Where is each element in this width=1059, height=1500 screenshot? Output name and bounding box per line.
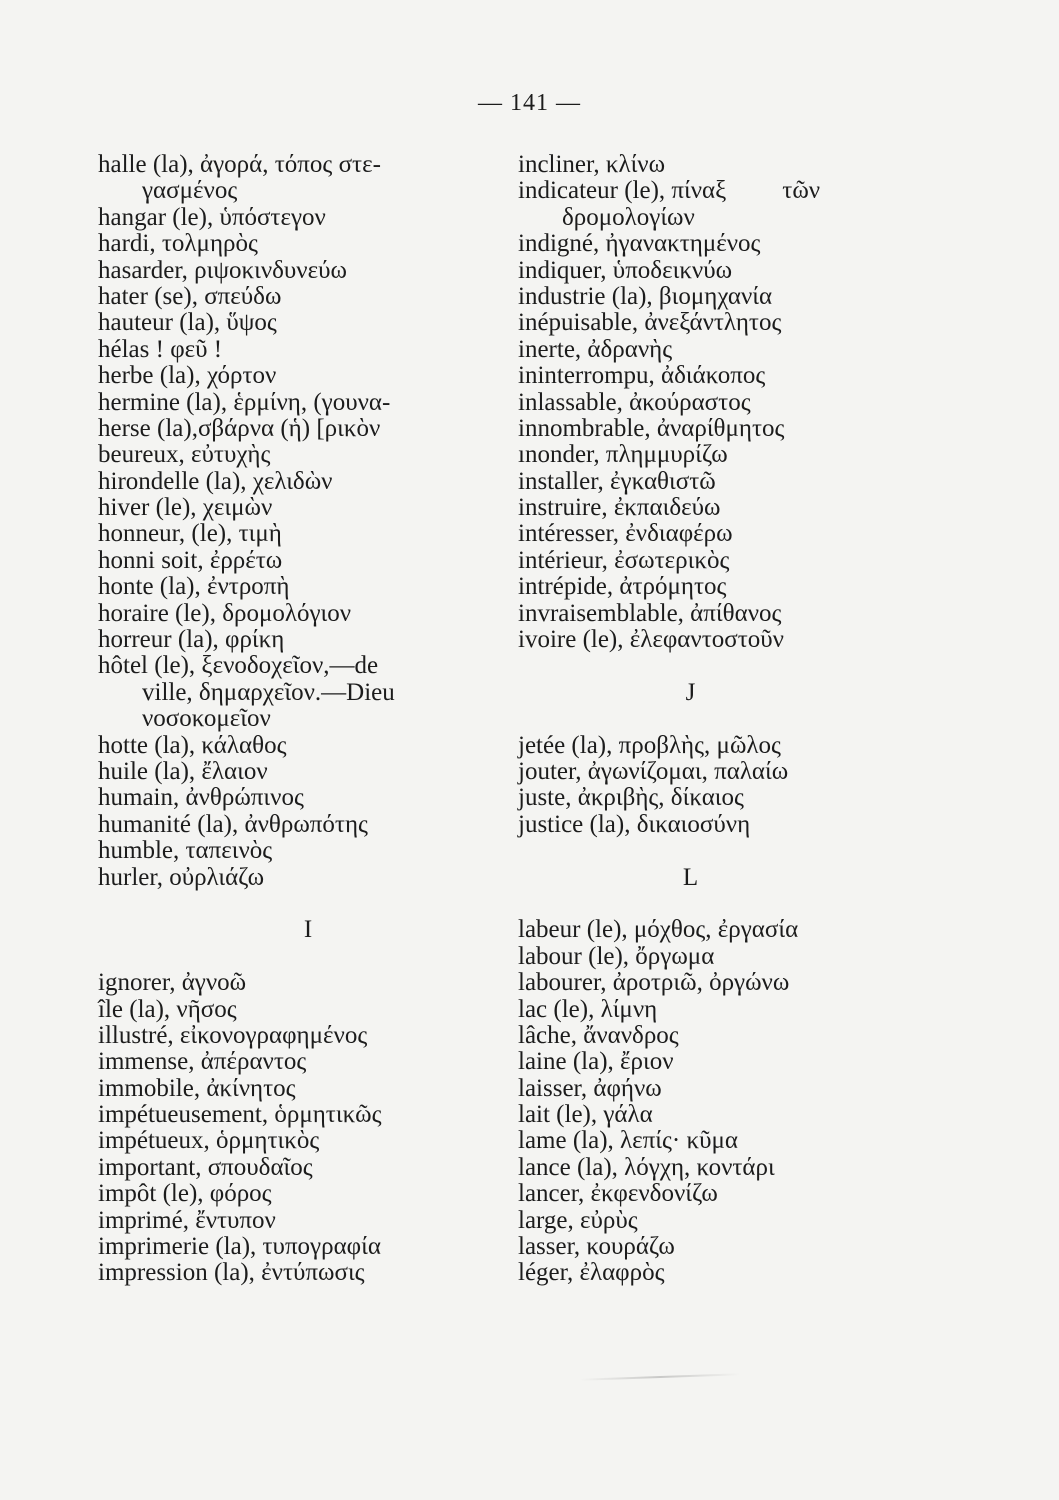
dictionary-entry: humanité (la), ἀνθρωπότης bbox=[98, 810, 368, 838]
dictionary-entry: herse (la),σβάρνα (ἡ) [ρικὸν bbox=[98, 414, 381, 442]
h-entries bbox=[98, 152, 518, 891]
dictionary-entry: honni soit, ἐρρέτω bbox=[98, 546, 283, 574]
dictionary-entry: δρομολογίων bbox=[562, 203, 695, 231]
dictionary-entry: justice (la), δικαιοσύνη bbox=[518, 810, 751, 838]
dictionary-entry: innombrable, ἀναρίθμητος bbox=[518, 414, 785, 442]
dictionary-entry: hurler, οὐρλιάζω bbox=[98, 863, 265, 891]
section-heading-j: J bbox=[685, 678, 696, 706]
spacer bbox=[518, 838, 863, 864]
dictionary-entry: humain, ἀνθρώπινος bbox=[98, 784, 304, 812]
dictionary-entry: lasser, κουράζω bbox=[518, 1233, 675, 1261]
right-column bbox=[518, 152, 863, 1287]
dictionary-entry: invraisemblable, ἀπίθανος bbox=[518, 599, 782, 627]
dictionary-entry: νοσοκομεῖον bbox=[142, 705, 271, 733]
dictionary-entry: indiquer, ὑποδεικνύω bbox=[518, 256, 733, 284]
dictionary-entry: lancer, ἐκφενδονίζω bbox=[518, 1180, 718, 1208]
dictionary-entry: humble, ταπεινὸς bbox=[98, 837, 273, 865]
dictionary-entry: labeur (le), μόχθος, ἐργασία bbox=[518, 916, 799, 944]
dictionary-entry: huile (la), ἔλαιον bbox=[98, 757, 268, 785]
dictionary-entry: installer, ἐγκαθιστῶ bbox=[518, 467, 716, 495]
dictionary-entry: lame (la), λεπίς· κῦμα bbox=[518, 1127, 738, 1155]
i-entries-right-b bbox=[518, 205, 863, 654]
dictionary-entry: hauteur (la), ὕψος bbox=[98, 309, 277, 337]
dictionary-entry: léger, ἐλαφρὸς bbox=[518, 1259, 665, 1287]
dictionary-entry: hirondelle (la), χελιδὼν bbox=[98, 467, 333, 495]
dictionary-entry: intéresser, ἐνδιαφέρω bbox=[518, 520, 733, 548]
section-heading-l: L bbox=[682, 863, 699, 891]
dictionary-entry: ville, δημαρχεῖον.—Dieu bbox=[142, 678, 395, 706]
dictionary-entry: beureux, εὐτυχὴς bbox=[98, 441, 271, 469]
dictionary-entry: hotte (la), κάλαθος bbox=[98, 731, 287, 759]
i-entries-left bbox=[98, 970, 518, 1287]
dictionary-entry: impression (la), ἐντύπωσις bbox=[98, 1259, 365, 1287]
dictionary-entry: immense, ἀπέραντος bbox=[98, 1048, 307, 1076]
dictionary-entry: imprimerie (la), τυπογραφία bbox=[98, 1233, 381, 1261]
dictionary-entry: lait (le), γάλα bbox=[518, 1101, 653, 1129]
i-entries-right-a bbox=[518, 152, 863, 178]
dictionary-entry: halle (la), ἀγορά, τόπος στε- bbox=[98, 151, 381, 178]
dictionary-entry: honneur, (le), τιμὴ bbox=[98, 520, 282, 548]
dictionary-entry: ignorer, ἀγνοῶ bbox=[98, 969, 247, 997]
dictionary-entry: labourer, ἀροτριῶ, ὀργώνω bbox=[518, 969, 790, 997]
dictionary-entry: hiver (le), χειμὼν bbox=[98, 494, 273, 522]
spacer bbox=[518, 891, 863, 917]
entry-text: τῶν bbox=[782, 177, 821, 205]
dictionary-entry: honte (la), ἐντροπὴ bbox=[98, 573, 290, 601]
section-heading-i: I bbox=[303, 916, 313, 944]
dictionary-entry: hangar (le), ὑπόστεγον bbox=[98, 203, 326, 231]
dictionary-entry: jouter, ἀγωνίζομαι, παλαίω bbox=[518, 757, 789, 785]
dictionary-entry: inépuisable, ἀνεξάντλητος bbox=[518, 309, 782, 337]
dictionary-entry bbox=[518, 178, 863, 204]
dictionary-entry: hater (se), σπεύδω bbox=[98, 282, 282, 310]
dictionary-entry: île (la), νῆσος bbox=[98, 995, 237, 1023]
dictionary-entry: impétueusement, ὁρμητικῶς bbox=[98, 1101, 382, 1129]
dictionary-entry: herbe (la), χόρτον bbox=[98, 362, 277, 390]
dictionary-entry: laine (la), ἔριον bbox=[518, 1048, 674, 1076]
dictionary-entry: hélas ! φεῦ ! bbox=[98, 335, 223, 363]
dictionary-entry: ivoire (le), ἐλεφαντοστοῦν bbox=[518, 626, 784, 654]
spacer bbox=[98, 944, 518, 970]
spacer bbox=[518, 653, 863, 679]
dictionary-entry: horaire (le), δρομολόγιον bbox=[98, 599, 352, 627]
dictionary-entry: ininterrompu, ἀδιάκοπος bbox=[518, 362, 766, 390]
dictionary-entry: immobile, ἀκίνητος bbox=[98, 1074, 296, 1102]
dictionary-entry: intrépide, ἀτρόμητος bbox=[518, 573, 727, 601]
dictionary-entry: illustré, εἰκονογραφημένος bbox=[98, 1021, 368, 1049]
dictionary-entry: important, σπουδαῖος bbox=[98, 1153, 313, 1181]
j-entries bbox=[518, 733, 863, 839]
pencil-mark bbox=[580, 1373, 740, 1381]
dictionary-entry: impétueux, ὁρμητικὸς bbox=[98, 1127, 320, 1155]
dictionary-entry: labour (le), ὄργωμα bbox=[518, 942, 715, 970]
spacer bbox=[518, 706, 863, 732]
dictionary-entry: γασμένος bbox=[142, 177, 238, 205]
entry-text: indicateur (le), πίναξ bbox=[518, 177, 727, 205]
dictionary-entry: imprimé, ἔντυπον bbox=[98, 1206, 276, 1234]
dictionary-entry: intérieur, ἐσωτερικὸς bbox=[518, 546, 730, 574]
dictionary-entry: hermine (la), ἑρμίνη, (γουνα- bbox=[98, 388, 391, 416]
dictionary-entry: industrie (la), βιομηχανία bbox=[518, 282, 773, 310]
dictionary-entry: laisser, ἀφήνω bbox=[518, 1074, 662, 1102]
l-entries bbox=[518, 917, 863, 1286]
dictionary-entry: inerte, ἀδρανὴς bbox=[518, 335, 673, 363]
dictionary-entry: ınonder, πλημμυρίζω bbox=[518, 441, 728, 469]
dictionary-entry: hasarder, ριψοκινδυνεύω bbox=[98, 256, 347, 284]
left-column bbox=[98, 152, 518, 1287]
dictionary-entry: hardi, τολμηρὸς bbox=[98, 230, 258, 258]
dictionary-entry: impôt (le), φόρος bbox=[98, 1180, 272, 1208]
dictionary-entry: horreur (la), φρίκη bbox=[98, 626, 285, 654]
dictionary-entry: lance (la), λόγχη, κοντάρι bbox=[518, 1153, 775, 1181]
dictionary-entry: lâche, ἄνανδρος bbox=[518, 1021, 679, 1049]
dictionary-entry: incliner, κλίνω bbox=[518, 151, 666, 178]
dictionary-entry: juste, ἀκριβὴς, δίκαιος bbox=[518, 784, 744, 812]
dictionary-entry: indigné, ἠγανακτημένος bbox=[518, 230, 761, 258]
dictionary-entry: instruire, ἐκπαιδεύω bbox=[518, 494, 721, 522]
page-number: — 141 — bbox=[478, 90, 581, 116]
spacer bbox=[98, 891, 518, 917]
dictionary-entry: large, εὐρὺς bbox=[518, 1206, 638, 1234]
dictionary-entry: inlassable, ἀκούραστος bbox=[518, 388, 751, 416]
dictionary-entry: hôtel (le), ξενοδοχεῖον,—de bbox=[98, 652, 379, 680]
dictionary-entry: lac (le), λίμνη bbox=[518, 995, 658, 1023]
dictionary-entry: jetée (la), προβλὴς, μῶλος bbox=[518, 731, 781, 759]
